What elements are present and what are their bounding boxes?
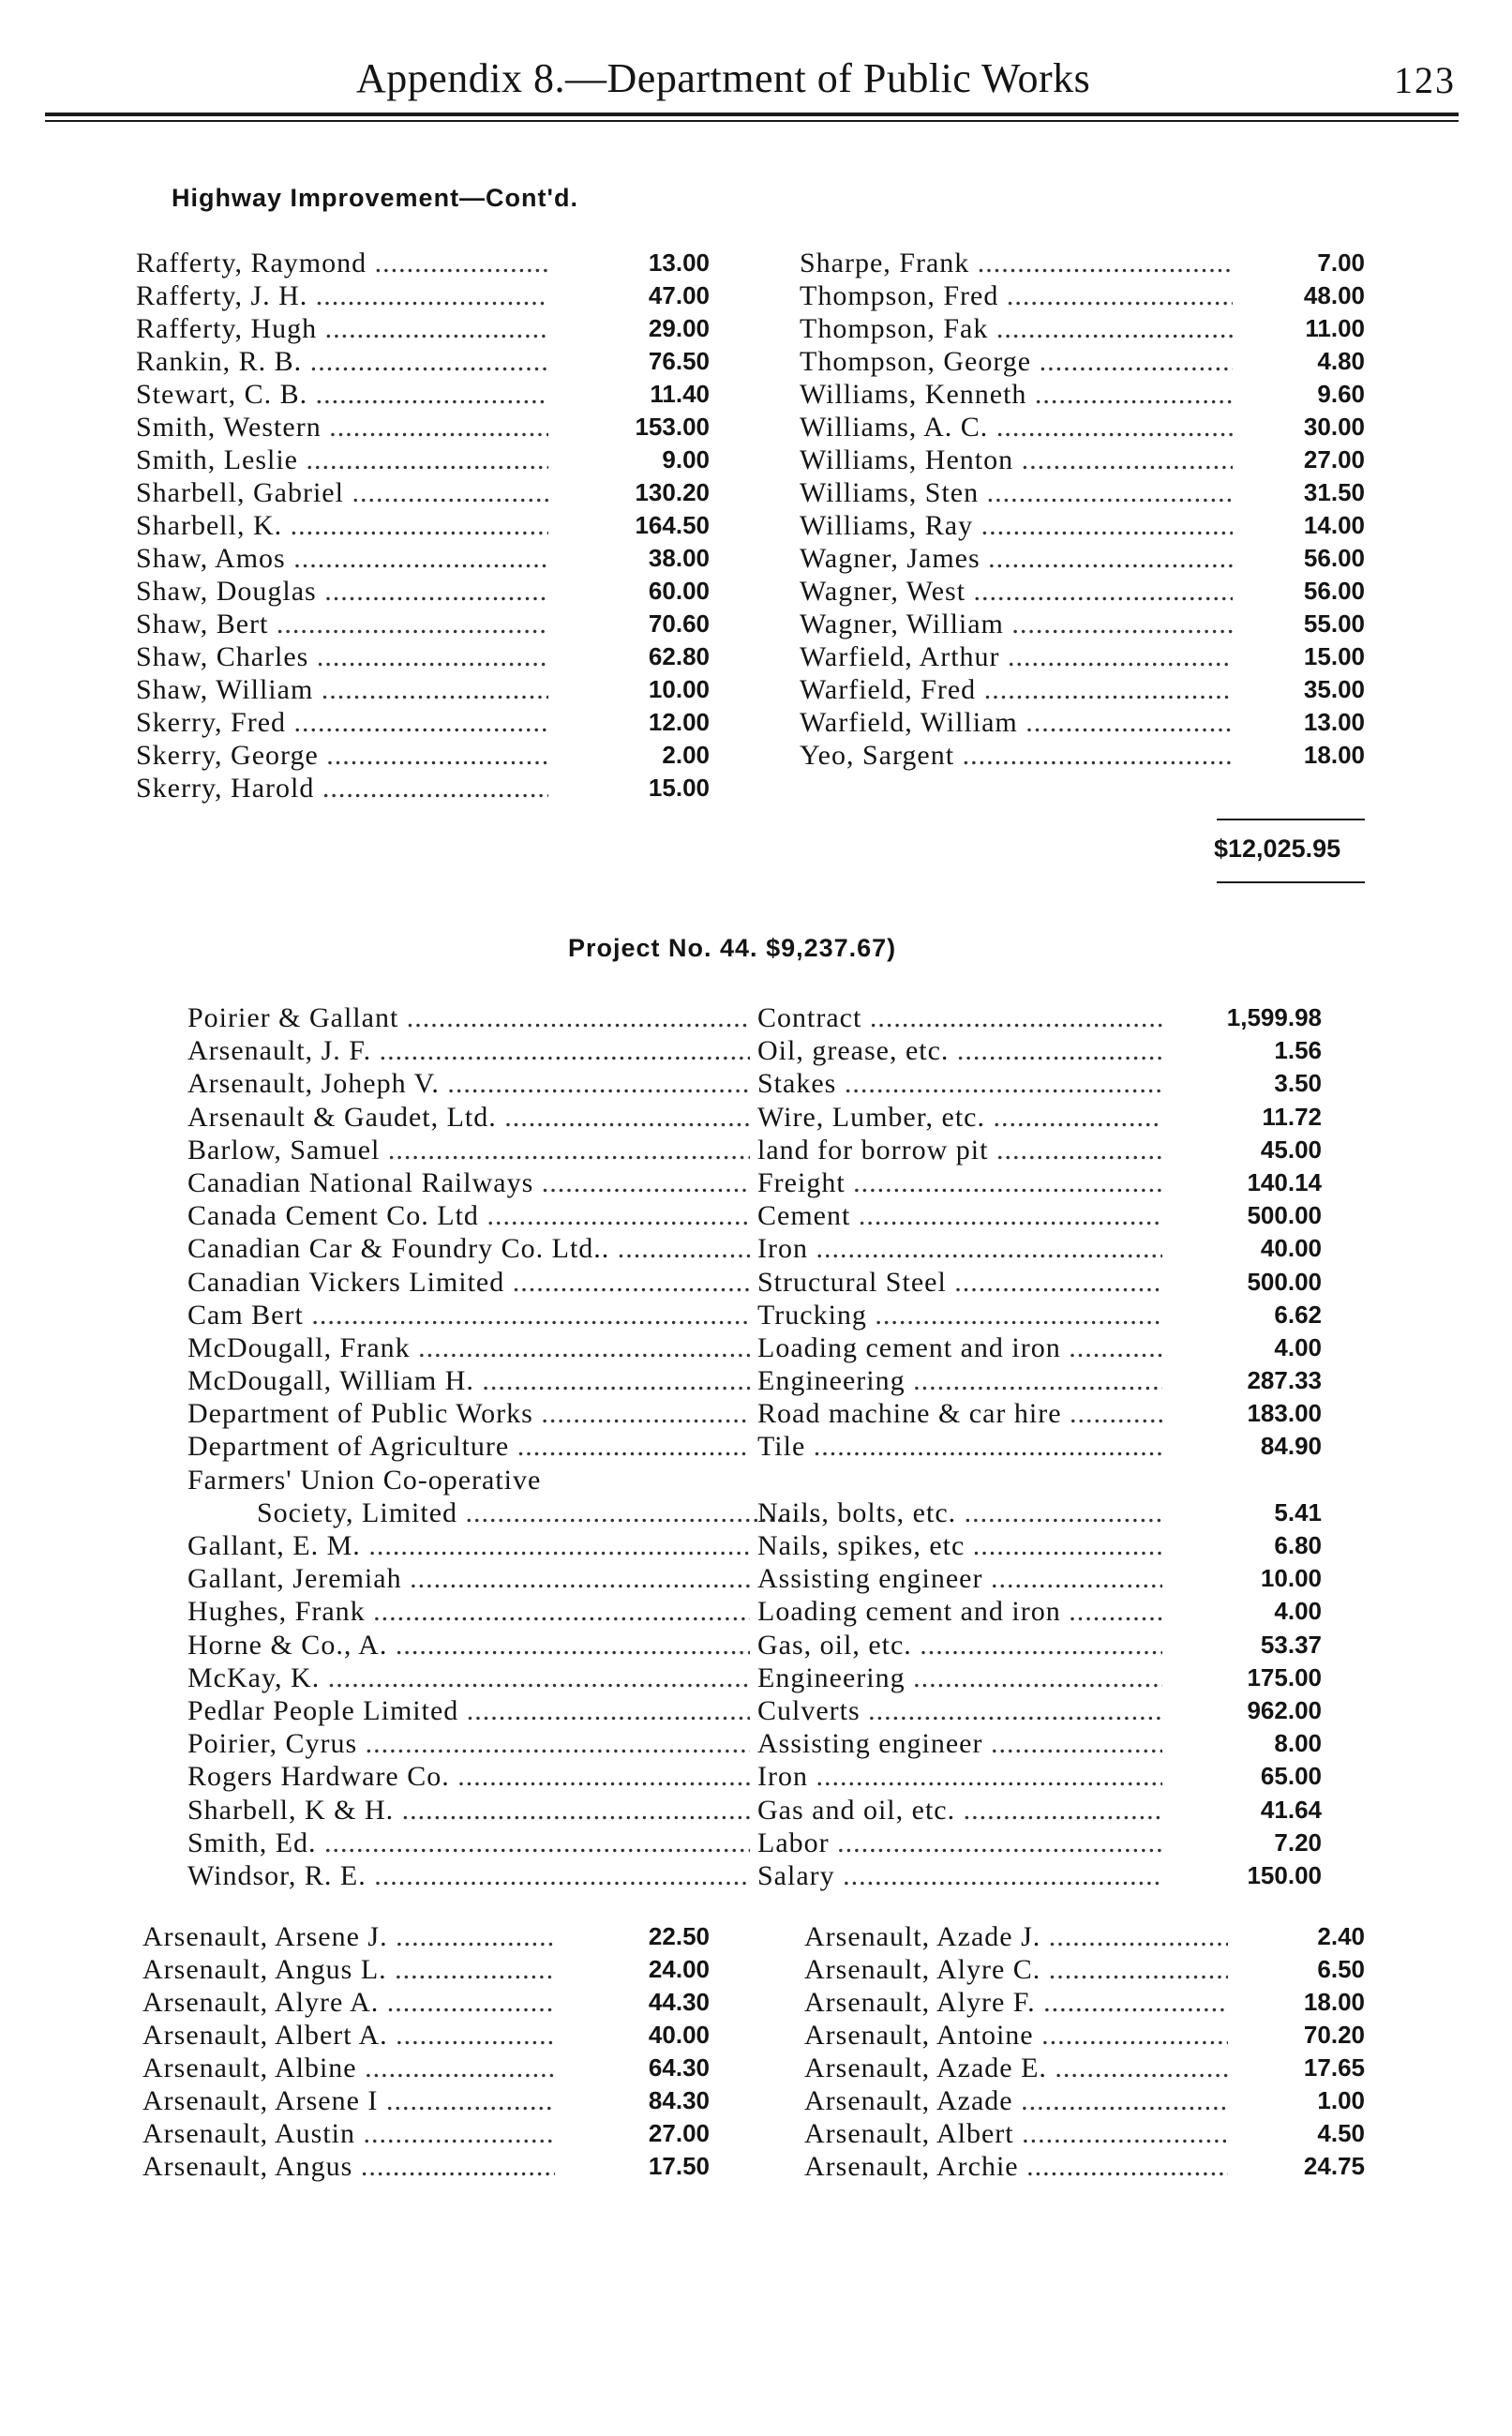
entry-amount: 76.50 — [648, 347, 710, 375]
entry-name: Thompson, Fak ..... — [800, 312, 1233, 345]
section-heading-project: Project No. 44. $9,237.67) — [568, 934, 897, 962]
table-row — [187, 1562, 1322, 1595]
expense-amount: 1,599.98 — [1226, 1003, 1322, 1031]
entry-name: Shaw, William ..... — [136, 673, 548, 706]
list-item — [136, 772, 710, 804]
table-row — [187, 1266, 1322, 1299]
payee-name: Farmers' Union Co-operative — [187, 1464, 542, 1496]
expense-amount: 10.00 — [1260, 1564, 1322, 1593]
payee-name: Canadian Vickers Limited ..... — [187, 1266, 750, 1299]
entry-amount: 18.00 — [1303, 741, 1365, 769]
entry-amount: 18.00 — [1303, 1988, 1365, 2016]
expense-item: Loading cement and iron ..... — [757, 1595, 1162, 1628]
list-item — [800, 411, 1365, 444]
list-item — [800, 444, 1365, 476]
expense-item: Gas, oil, etc. ..... — [757, 1629, 1162, 1662]
payee-name: Smith, Ed. ..... — [187, 1827, 750, 1859]
entry-name: Smith, Western ..... — [136, 411, 548, 444]
entry-amount: 17.65 — [1303, 2053, 1365, 2082]
entry-amount: 27.00 — [1303, 445, 1365, 474]
expense-amount: 40.00 — [1260, 1234, 1322, 1263]
payee-name: Arsenault, Joheph V. ..... — [187, 1067, 750, 1100]
table-row — [187, 1101, 1322, 1134]
payee-name: Rogers Hardware Co. ..... — [187, 1760, 750, 1793]
list-item — [800, 706, 1365, 739]
entry-name: Sharbell, Gabriel ..... — [136, 476, 548, 509]
list-item — [800, 575, 1365, 608]
list-item — [800, 608, 1365, 640]
entry-amount: 4.80 — [1317, 347, 1365, 375]
highway-right-column — [800, 247, 1365, 772]
expense-item: Assisting engineer ..... — [757, 1562, 1162, 1595]
list-item — [136, 411, 710, 444]
table-row — [187, 1001, 1322, 1034]
list-item — [142, 1986, 710, 2019]
expense-amount: 7.20 — [1274, 1827, 1322, 1857]
entry-amount: 12.00 — [648, 708, 710, 736]
entry-name: Stewart, C. B. ..... — [136, 378, 548, 411]
entry-amount: 11.00 — [1305, 314, 1365, 342]
arsenault-left-column — [142, 1920, 710, 2183]
highway-total: $12,025.95 — [1214, 835, 1341, 863]
list-item — [142, 2117, 710, 2150]
expense-item: Tile ..... — [757, 1430, 1162, 1463]
expense-amount: 287.33 — [1247, 1366, 1322, 1395]
expense-item: Iron ..... — [757, 1760, 1162, 1793]
list-item — [804, 1986, 1365, 2019]
entry-amount: 10.00 — [648, 675, 710, 703]
list-item — [142, 2084, 710, 2117]
entry-name: Skerry, Fred ..... — [136, 706, 548, 739]
table-row — [187, 1199, 1322, 1232]
section-heading-highway: Highway Improvement—Cont'd. — [172, 184, 578, 212]
list-item — [804, 2084, 1365, 2117]
expense-amount: 500.00 — [1247, 1201, 1322, 1230]
expense-amount: 140.14 — [1247, 1167, 1322, 1196]
expense-amount: 5.41 — [1274, 1497, 1322, 1526]
entry-name: Shaw, Charles ..... — [136, 640, 548, 673]
entry-amount: 24.75 — [1303, 2152, 1365, 2180]
expense-item: land for borrow pit ..... — [757, 1134, 1162, 1166]
list-item — [804, 2019, 1365, 2052]
expense-amount: 500.00 — [1247, 1267, 1322, 1296]
payee-name: Department of Public Works ..... — [187, 1397, 750, 1430]
entry-name: Shaw, Bert ..... — [136, 608, 548, 640]
table-row — [187, 1529, 1322, 1562]
expense-item: Engineering ..... — [757, 1662, 1162, 1694]
expense-item: Gas and oil, etc. ..... — [757, 1794, 1162, 1827]
list-item — [142, 1953, 710, 1986]
entry-amount: 130.20 — [635, 478, 710, 506]
list-item — [800, 476, 1365, 509]
entry-name: Thompson, Fred ..... — [800, 279, 1233, 312]
entry-amount: 47.00 — [648, 281, 710, 309]
page-header — [0, 54, 1512, 111]
expense-amount: 183.00 — [1247, 1399, 1322, 1428]
entry-amount: 48.00 — [1303, 281, 1365, 309]
list-item — [800, 378, 1365, 411]
expense-amount: 45.00 — [1260, 1135, 1322, 1164]
expense-amount: 150.00 — [1247, 1860, 1322, 1889]
expense-item: Structural Steel ..... — [757, 1266, 1162, 1299]
entry-name: Wagner, James ..... — [800, 542, 1233, 575]
expense-item: Nails, bolts, etc. ..... — [757, 1496, 1162, 1529]
entry-name: Williams, Ray ..... — [800, 509, 1233, 542]
entry-amount: 17.50 — [648, 2152, 710, 2180]
payee-name: Sharbell, K & H. ..... — [187, 1794, 750, 1827]
expense-item: Trucking ..... — [757, 1299, 1162, 1331]
entry-amount: 30.00 — [1303, 413, 1365, 441]
table-row — [187, 1364, 1322, 1397]
entry-amount: 13.00 — [1303, 708, 1365, 736]
expense-item: Labor ..... — [757, 1827, 1162, 1859]
entry-name: Wagner, William ..... — [800, 608, 1233, 640]
entry-name: Warfield, William ..... — [800, 706, 1233, 739]
entry-amount: 164.50 — [635, 511, 710, 539]
expense-amount: 84.90 — [1260, 1432, 1322, 1461]
entry-amount: 64.30 — [648, 2053, 710, 2082]
payee-name: Canadian National Railways ..... — [187, 1166, 750, 1199]
table-row — [187, 1430, 1322, 1463]
list-item — [800, 312, 1365, 345]
entry-name: Arsenault, Azade J. ..... — [804, 1920, 1228, 1953]
expense-amount: 11.72 — [1262, 1102, 1322, 1131]
list-item — [136, 476, 710, 509]
entry-name: Wagner, West ..... — [800, 575, 1233, 608]
expense-amount: 8.00 — [1274, 1729, 1322, 1758]
table-row — [187, 1694, 1322, 1727]
entry-name: Yeo, Sargent ..... — [800, 739, 1233, 772]
list-item — [804, 2117, 1365, 2150]
list-item — [142, 2019, 710, 2052]
table-row — [187, 1034, 1322, 1067]
payee-name: McKay, K. ..... — [187, 1662, 750, 1694]
entry-name: Warfield, Fred ..... — [800, 673, 1233, 706]
entry-amount: 29.00 — [648, 314, 710, 342]
entry-name: Sharpe, Frank ..... — [800, 247, 1233, 279]
payee-name: Arsenault & Gaudet, Ltd. ..... — [187, 1101, 750, 1134]
entry-amount: 70.60 — [648, 609, 710, 638]
table-row — [187, 1727, 1322, 1760]
payee-name: McDougall, William H. ..... — [187, 1364, 750, 1397]
entry-amount: 27.00 — [648, 2119, 710, 2147]
entry-amount: 153.00 — [635, 413, 710, 441]
entry-amount: 22.50 — [648, 1922, 710, 1950]
table-row — [187, 1760, 1322, 1793]
entry-name: Thompson, George ..... — [800, 345, 1233, 378]
expense-item: Culverts ..... — [757, 1694, 1162, 1727]
entry-name: Rafferty, Hugh ..... — [136, 312, 548, 345]
expense-item: Salary ..... — [757, 1859, 1162, 1892]
payee-name: Department of Agriculture ..... — [187, 1430, 750, 1463]
expense-item: Contract ..... — [757, 1001, 1162, 1034]
payee-name: Poirier & Gallant ..... — [187, 1001, 750, 1034]
entry-amount: 6.50 — [1317, 1955, 1365, 1983]
entry-name: Arsenault, Angus ..... — [142, 2150, 555, 2183]
entry-amount: 70.20 — [1303, 2021, 1365, 2049]
list-item — [136, 542, 710, 575]
entry-name: Rafferty, Raymond ..... — [136, 247, 548, 279]
list-item — [804, 1953, 1365, 1986]
entry-amount: 55.00 — [1303, 609, 1365, 638]
list-item — [800, 673, 1365, 706]
entry-name: Arsenault, Alyre A. ..... — [142, 1986, 555, 2019]
project-table — [187, 1001, 1322, 1892]
payee-name: Canada Cement Co. Ltd ..... — [187, 1199, 750, 1232]
list-item — [800, 279, 1365, 312]
payee-name: Society, Limited ..... — [187, 1496, 819, 1529]
page-number: 123 — [1394, 59, 1456, 101]
expense-item: Iron ..... — [757, 1232, 1162, 1265]
entry-name: Arsenault, Alyre C. ..... — [804, 1953, 1228, 1986]
list-item — [800, 739, 1365, 772]
table-row — [187, 1299, 1322, 1331]
expense-amount: 65.00 — [1260, 1762, 1322, 1791]
entry-name: Arsenault, Albert A. ..... — [142, 2019, 555, 2052]
list-item — [136, 739, 710, 772]
entry-amount: 40.00 — [648, 2021, 710, 2049]
payee-name: Barlow, Samuel ..... — [187, 1134, 750, 1166]
table-row — [187, 1595, 1322, 1628]
expense-amount: 6.80 — [1274, 1531, 1322, 1559]
expense-item: Engineering ..... — [757, 1364, 1162, 1397]
entry-amount: 2.00 — [662, 741, 710, 769]
entry-name: Arsenault, Austin ..... — [142, 2117, 555, 2150]
payee-name: McDougall, Frank ..... — [187, 1331, 750, 1364]
list-item — [136, 575, 710, 608]
table-row — [187, 1067, 1322, 1100]
entry-name: Smith, Leslie ..... — [136, 444, 548, 476]
list-item — [136, 673, 710, 706]
table-row — [187, 1166, 1322, 1199]
list-item — [136, 706, 710, 739]
entry-name: Arsenault, Azade E. ..... — [804, 2052, 1228, 2084]
expense-amount: 962.00 — [1247, 1695, 1322, 1724]
payee-name: Gallant, Jeremiah ..... — [187, 1562, 750, 1595]
entry-amount: 84.30 — [648, 2086, 710, 2114]
entry-amount: 14.00 — [1303, 511, 1365, 539]
entry-name: Skerry, George ..... — [136, 739, 548, 772]
entry-amount: 9.60 — [1317, 380, 1365, 408]
entry-name: Arsenault, Archie ..... — [804, 2150, 1228, 2183]
expense-amount: 4.00 — [1274, 1597, 1322, 1626]
list-item — [142, 2052, 710, 2084]
entry-name: Williams, A. C. ..... — [800, 411, 1233, 444]
page-title: Appendix 8.—Department of Public Works — [356, 55, 1091, 101]
table-row — [187, 1496, 1322, 1529]
expense-amount: 41.64 — [1260, 1795, 1322, 1824]
entry-name: Williams, Henton ..... — [800, 444, 1233, 476]
entry-amount: 35.00 — [1303, 675, 1365, 703]
payee-name: Gallant, E. M. ..... — [187, 1529, 750, 1562]
list-item — [800, 247, 1365, 279]
entry-name: Arsenault, Albine ..... — [142, 2052, 555, 2084]
entry-amount: 4.50 — [1317, 2119, 1365, 2147]
list-item — [804, 1920, 1365, 1953]
payee-name: Pedlar People Limited ..... — [187, 1694, 750, 1727]
entry-name: Rafferty, J. H. ..... — [136, 279, 548, 312]
expense-amount: 6.62 — [1274, 1300, 1322, 1329]
entry-amount: 24.00 — [648, 1955, 710, 1983]
expense-amount: 53.37 — [1260, 1630, 1322, 1659]
list-item — [800, 509, 1365, 542]
entry-amount: 1.00 — [1317, 2086, 1365, 2114]
payee-name: Poirier, Cyrus ..... — [187, 1727, 750, 1760]
table-row — [187, 1827, 1322, 1859]
entry-name: Rankin, R. B. ..... — [136, 345, 548, 378]
entry-amount: 44.30 — [648, 1988, 710, 2016]
entry-amount: 11.40 — [650, 380, 710, 408]
entry-amount: 60.00 — [648, 577, 710, 605]
header-rule-thin — [45, 120, 1459, 122]
entry-name: Skerry, Harold ..... — [136, 772, 548, 804]
expense-item: Cement ..... — [757, 1199, 1162, 1232]
entry-name: Shaw, Douglas ..... — [136, 575, 548, 608]
entry-amount: 7.00 — [1317, 248, 1365, 277]
total-rule-top — [1217, 819, 1365, 820]
entry-amount: 62.80 — [648, 642, 710, 670]
list-item — [800, 542, 1365, 575]
list-item — [800, 345, 1365, 378]
entry-amount: 2.40 — [1317, 1922, 1365, 1950]
entry-name: Arsenault, Albert ..... — [804, 2117, 1228, 2150]
expense-amount: 4.00 — [1274, 1332, 1322, 1361]
table-row — [187, 1662, 1322, 1694]
expense-amount: 1.56 — [1274, 1036, 1322, 1065]
expense-item: Freight ..... — [757, 1166, 1162, 1199]
expense-item: Stakes ..... — [757, 1067, 1162, 1100]
expense-amount: 175.00 — [1247, 1662, 1322, 1692]
list-item — [136, 444, 710, 476]
table-row — [187, 1794, 1322, 1827]
total-rule-bottom — [1217, 881, 1365, 883]
table-row — [187, 1629, 1322, 1662]
payee-name: Cam Bert ..... — [187, 1299, 750, 1331]
entry-name: Arsenault, Antoine ..... — [804, 2019, 1228, 2052]
table-row — [187, 1464, 1322, 1496]
expense-item: Loading cement and iron ..... — [757, 1331, 1162, 1364]
highway-left-column — [136, 247, 710, 804]
payee-name: Horne & Co., A. ..... — [187, 1629, 750, 1662]
entry-amount: 9.00 — [662, 445, 710, 474]
payee-name: Arsenault, J. F. ..... — [187, 1034, 750, 1067]
table-row — [187, 1134, 1322, 1166]
list-item — [136, 608, 710, 640]
entry-amount: 31.50 — [1303, 478, 1365, 506]
entry-name: Arsenault, Azade ..... — [804, 2084, 1228, 2117]
entry-name: Arsenault, Alyre F. ..... — [804, 1986, 1228, 2019]
table-row — [187, 1232, 1322, 1265]
list-item — [804, 2150, 1365, 2183]
list-item — [136, 378, 710, 411]
entry-name: Sharbell, K. ..... — [136, 509, 548, 542]
list-item — [136, 640, 710, 673]
entry-name: Williams, Sten ..... — [800, 476, 1233, 509]
payee-name: Canadian Car & Foundry Co. Ltd.. ..... — [187, 1232, 750, 1265]
list-item — [142, 1920, 710, 1953]
list-item — [136, 247, 710, 279]
entry-name: Shaw, Amos ..... — [136, 542, 548, 575]
entry-amount: 56.00 — [1303, 577, 1365, 605]
table-row — [187, 1331, 1322, 1364]
entry-name: Arsenault, Angus L. ..... — [142, 1953, 555, 1986]
expense-item: Road machine & car hire ..... — [757, 1397, 1162, 1430]
expense-item: Assisting engineer ..... — [757, 1727, 1162, 1760]
expense-item: Oil, grease, etc. ..... — [757, 1034, 1162, 1067]
entry-amount: 15.00 — [648, 774, 710, 802]
list-item — [142, 2150, 710, 2183]
list-item — [804, 2052, 1365, 2084]
expense-item: Wire, Lumber, etc. ..... — [757, 1101, 1162, 1134]
payee-name: Windsor, R. E. ..... — [187, 1859, 750, 1892]
list-item — [136, 279, 710, 312]
payee-name: Hughes, Frank ..... — [187, 1595, 750, 1628]
expense-item: Nails, spikes, etc ..... — [757, 1529, 1162, 1562]
entry-amount: 38.00 — [648, 544, 710, 572]
list-item — [136, 345, 710, 378]
expense-amount: 3.50 — [1274, 1069, 1322, 1098]
entry-name: Arsenault, Arsene I ..... — [142, 2084, 555, 2117]
entry-name: Warfield, Arthur ..... — [800, 640, 1233, 673]
list-item — [800, 640, 1365, 673]
entry-name: Williams, Kenneth ..... — [800, 378, 1233, 411]
entry-amount: 13.00 — [648, 248, 710, 277]
entry-amount: 15.00 — [1303, 642, 1365, 670]
list-item — [136, 312, 710, 345]
arsenault-right-column — [804, 1920, 1365, 2183]
list-item — [136, 509, 710, 542]
table-row — [187, 1397, 1322, 1430]
entry-name: Arsenault, Arsene J. ..... — [142, 1920, 555, 1953]
table-row — [187, 1859, 1322, 1892]
header-rule — [45, 113, 1459, 116]
entry-amount: 56.00 — [1303, 544, 1365, 572]
